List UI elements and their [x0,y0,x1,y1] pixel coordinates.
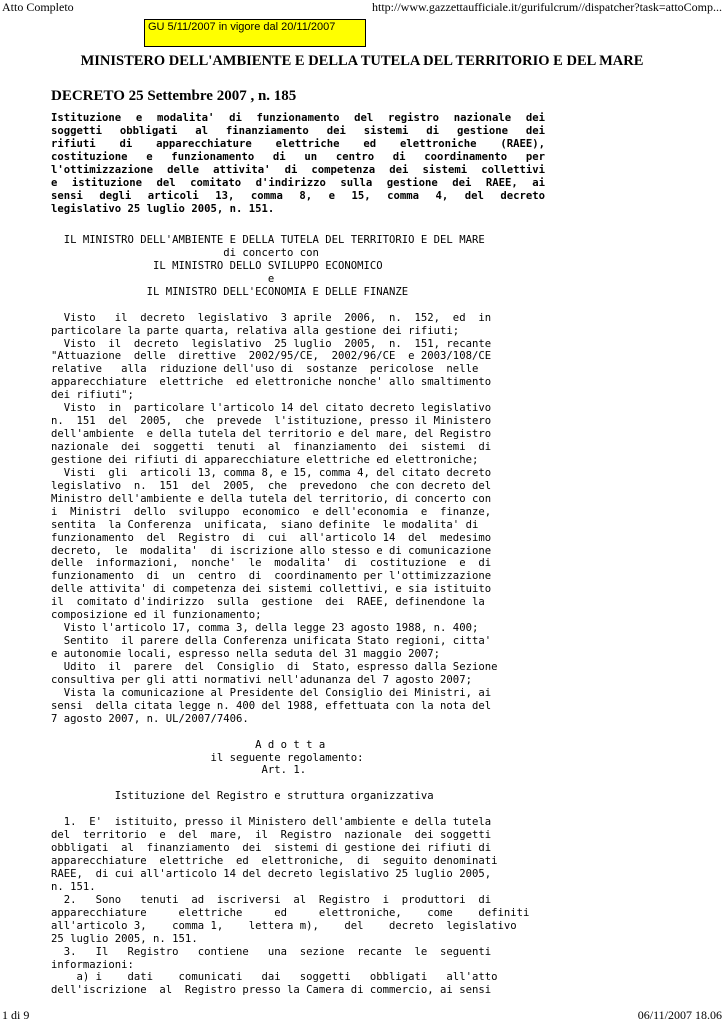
body-line [51,726,545,739]
body-line: Visto l'articolo 17, comma 3, della legge 23 agosto 1988, n. 400; [51,622,479,635]
body-line: dei rifiuti"; [51,389,134,402]
body-line: composizione ed il funzionamento; [51,609,262,622]
body-line: consultiva per gli atti normativi nell'adunanza del 7 agosto 2007; [51,673,472,686]
summary-line: soggetti obbligati al finanziamento dei sistemi di gestione dei [51,124,545,137]
summary-line: legislativo 25 luglio 2005, n. 151. [51,202,275,215]
decree-body [51,234,545,997]
browser-header-title: Atto Completo [2,0,74,14]
body-line: funzionamento di un centro di coordinamento per l'ottimizzazione [51,570,492,583]
body-line: RAEE, di cui all'articolo 14 del decreto legislativo 25 luglio 2005, [51,867,492,880]
body-line: A d o t t a [51,738,326,751]
decree-summary [51,112,545,216]
body-line: di concerto con [51,246,319,259]
body-line: decreto, le modalita' di iscrizione allo stesso e di comunicazione [51,544,492,557]
body-line: "Attuazione delle direttive 2002/95/CE, 2002/96/CE e 2003/108/CE [51,350,492,363]
summary-line: rifiuti di apparecchiature elettriche ed elettroniche (RAEE), [51,137,545,150]
body-line: Visto in particolare l'articolo 14 del citato decreto legislativo [51,402,492,415]
body-line: IL MINISTRO DELLO SVILUPPO ECONOMICO [51,259,383,272]
print-timestamp: 06/11/2007 18.06 [637,1008,722,1022]
body-line [51,777,545,790]
body-line: il seguente regolamento: [51,751,364,764]
body-line: obbligati al finanziamento dei sistemi di gestione dei rifiuti di [51,842,492,855]
body-line: n. 151 del 2005, che prevede l'istituzione, presso il Ministero [51,415,492,428]
body-line: nazionale dei soggetti tenuti al finanziamento dei sistemi di [51,441,492,453]
body-line: funzionamento del Registro di cui all'articolo 14 del medesimo [51,531,492,544]
summary-line: costituzione e funzionamento di un centro di coordinamento per [51,150,545,163]
body-line: Visto il decreto legislativo 3 aprile 2006, n. 152, ed in [51,311,492,324]
summary-line: Istituzione e modalita' di funzionamento del registro nazionale dei [51,112,545,124]
body-line: legislativo n. 151 del 2005, che prevedono che con decreto del [51,479,492,492]
body-line: Visto il decreto legislativo 25 luglio 2005, n. 151, recante [51,337,492,350]
body-line: 7 agosto 2007, n. UL/2007/7406. [51,712,249,725]
decree-title: DECRETO 25 Settembre 2007 , n. 185 [51,88,297,104]
body-line: Udito il parere del Consiglio di Stato, espresso dalla Sezione [51,660,498,673]
body-line: 2. Sono tenuti ad iscriversi al Registro i produttori di [51,893,492,906]
body-line: n. 151. [51,880,96,893]
body-line: dell'iscrizione al Registro presso la Camera di commercio, ai sensi [51,984,492,997]
body-line: del territorio e del mare, il Registro nazionale dei soggetti [51,829,492,842]
body-line: 3. Il Registro contiene una sezione recante le seguenti [51,945,492,958]
browser-header-url: http://www.gazzettaufficiale.it/gurifulcrum//dispatcher?task=attoComp... [372,0,722,14]
body-line: sentita la Conferenza unificata, siano definite le modalita' di [51,518,479,531]
summary-line: sensi degli articoli 13, comma 8, e 15, comma 4, del decreto [51,189,545,202]
body-line: a) i dati comunicati dai soggetti obbligati all'atto [51,971,498,984]
ministry-title: MINISTERO DELL'AMBIENTE E DELLA TUTELA DEL TERRITORIO E DEL MARE [80,53,644,69]
body-line: Visti gli articoli 13, comma 8, e 15, comma 4, del citato decreto [51,466,492,479]
body-line [51,803,545,816]
summary-line: e istituzione del comitato d'indirizzo sulla gestione dei RAEE, ai [51,176,545,189]
body-line: Istituzione del Registro e struttura organizzativa [51,790,434,803]
body-line: apparecchiature elettriche ed elettroniche, come definiti [51,906,530,919]
gazette-date-notice: GU 5/11/2007 in vigore dal 20/11/2007 [144,19,366,47]
body-line: Ministro dell'ambiente e della tutela del territorio, di concerto con [51,492,492,505]
body-line [51,299,545,312]
body-line: IL MINISTRO DELL'AMBIENTE E DELLA TUTELA DEL TERRITORIO E DEL MARE [51,234,485,246]
body-line: informazioni: [51,958,134,971]
body-line: e autonomie locali, espresso nella seduta del 31 maggio 2007; [51,648,441,660]
body-line: Sentito il parere della Conferenza unificata Stato regioni, citta' [51,635,492,648]
body-line: gestione dei rifiuti di apparecchiature elettriche ed elettroniche; [51,453,479,466]
page-counter: 1 di 9 [2,1008,30,1022]
body-line: apparecchiature elettriche ed elettroniche nonche' allo smaltimento [51,376,492,389]
body-line: e [51,272,275,285]
body-line: IL MINISTRO DELL'ECONOMIA E DELLE FINANZE [51,285,409,298]
summary-line: l'ottimizzazione delle attivita' di competenza dei sistemi collettivi [51,163,545,176]
body-line: delle attivita' di competenza dei sistemi collettivi, e sia istituito [51,583,492,596]
body-line: 1. E' istituito, presso il Ministero dell'ambiente e della tutela [51,816,492,829]
body-line: il comitato d'indirizzo sulla gestione dei RAEE, definendone la [51,596,485,609]
body-line: sensi della citata legge n. 400 del 1988, effettuata con la nota del [51,699,492,712]
body-line: apparecchiature elettriche ed elettroniche, di seguito denominati [51,855,498,867]
body-line: delle informazioni, nonche' le modalita' di costituzione e di [51,557,492,570]
body-line: Vista la comunicazione al Presidente del Consiglio dei Ministri, ai [51,686,492,699]
body-line: Art. 1. [51,764,307,777]
body-line: dell'ambiente e della tutela del territorio e del mare, del Registro [51,428,492,441]
body-line: all'articolo 3, comma 1, lettera m), del decreto legislativo [51,919,517,932]
body-line: particolare la parte quarta, relativa alla gestione dei rifiuti; [51,324,460,337]
body-line: i Ministri dello sviluppo economico e dell'economia e finanze, [51,505,492,518]
body-line: 25 luglio 2005, n. 151. [51,932,198,945]
body-line: relative alla riduzione dell'uso di sostanze pericolose nelle [51,363,479,376]
